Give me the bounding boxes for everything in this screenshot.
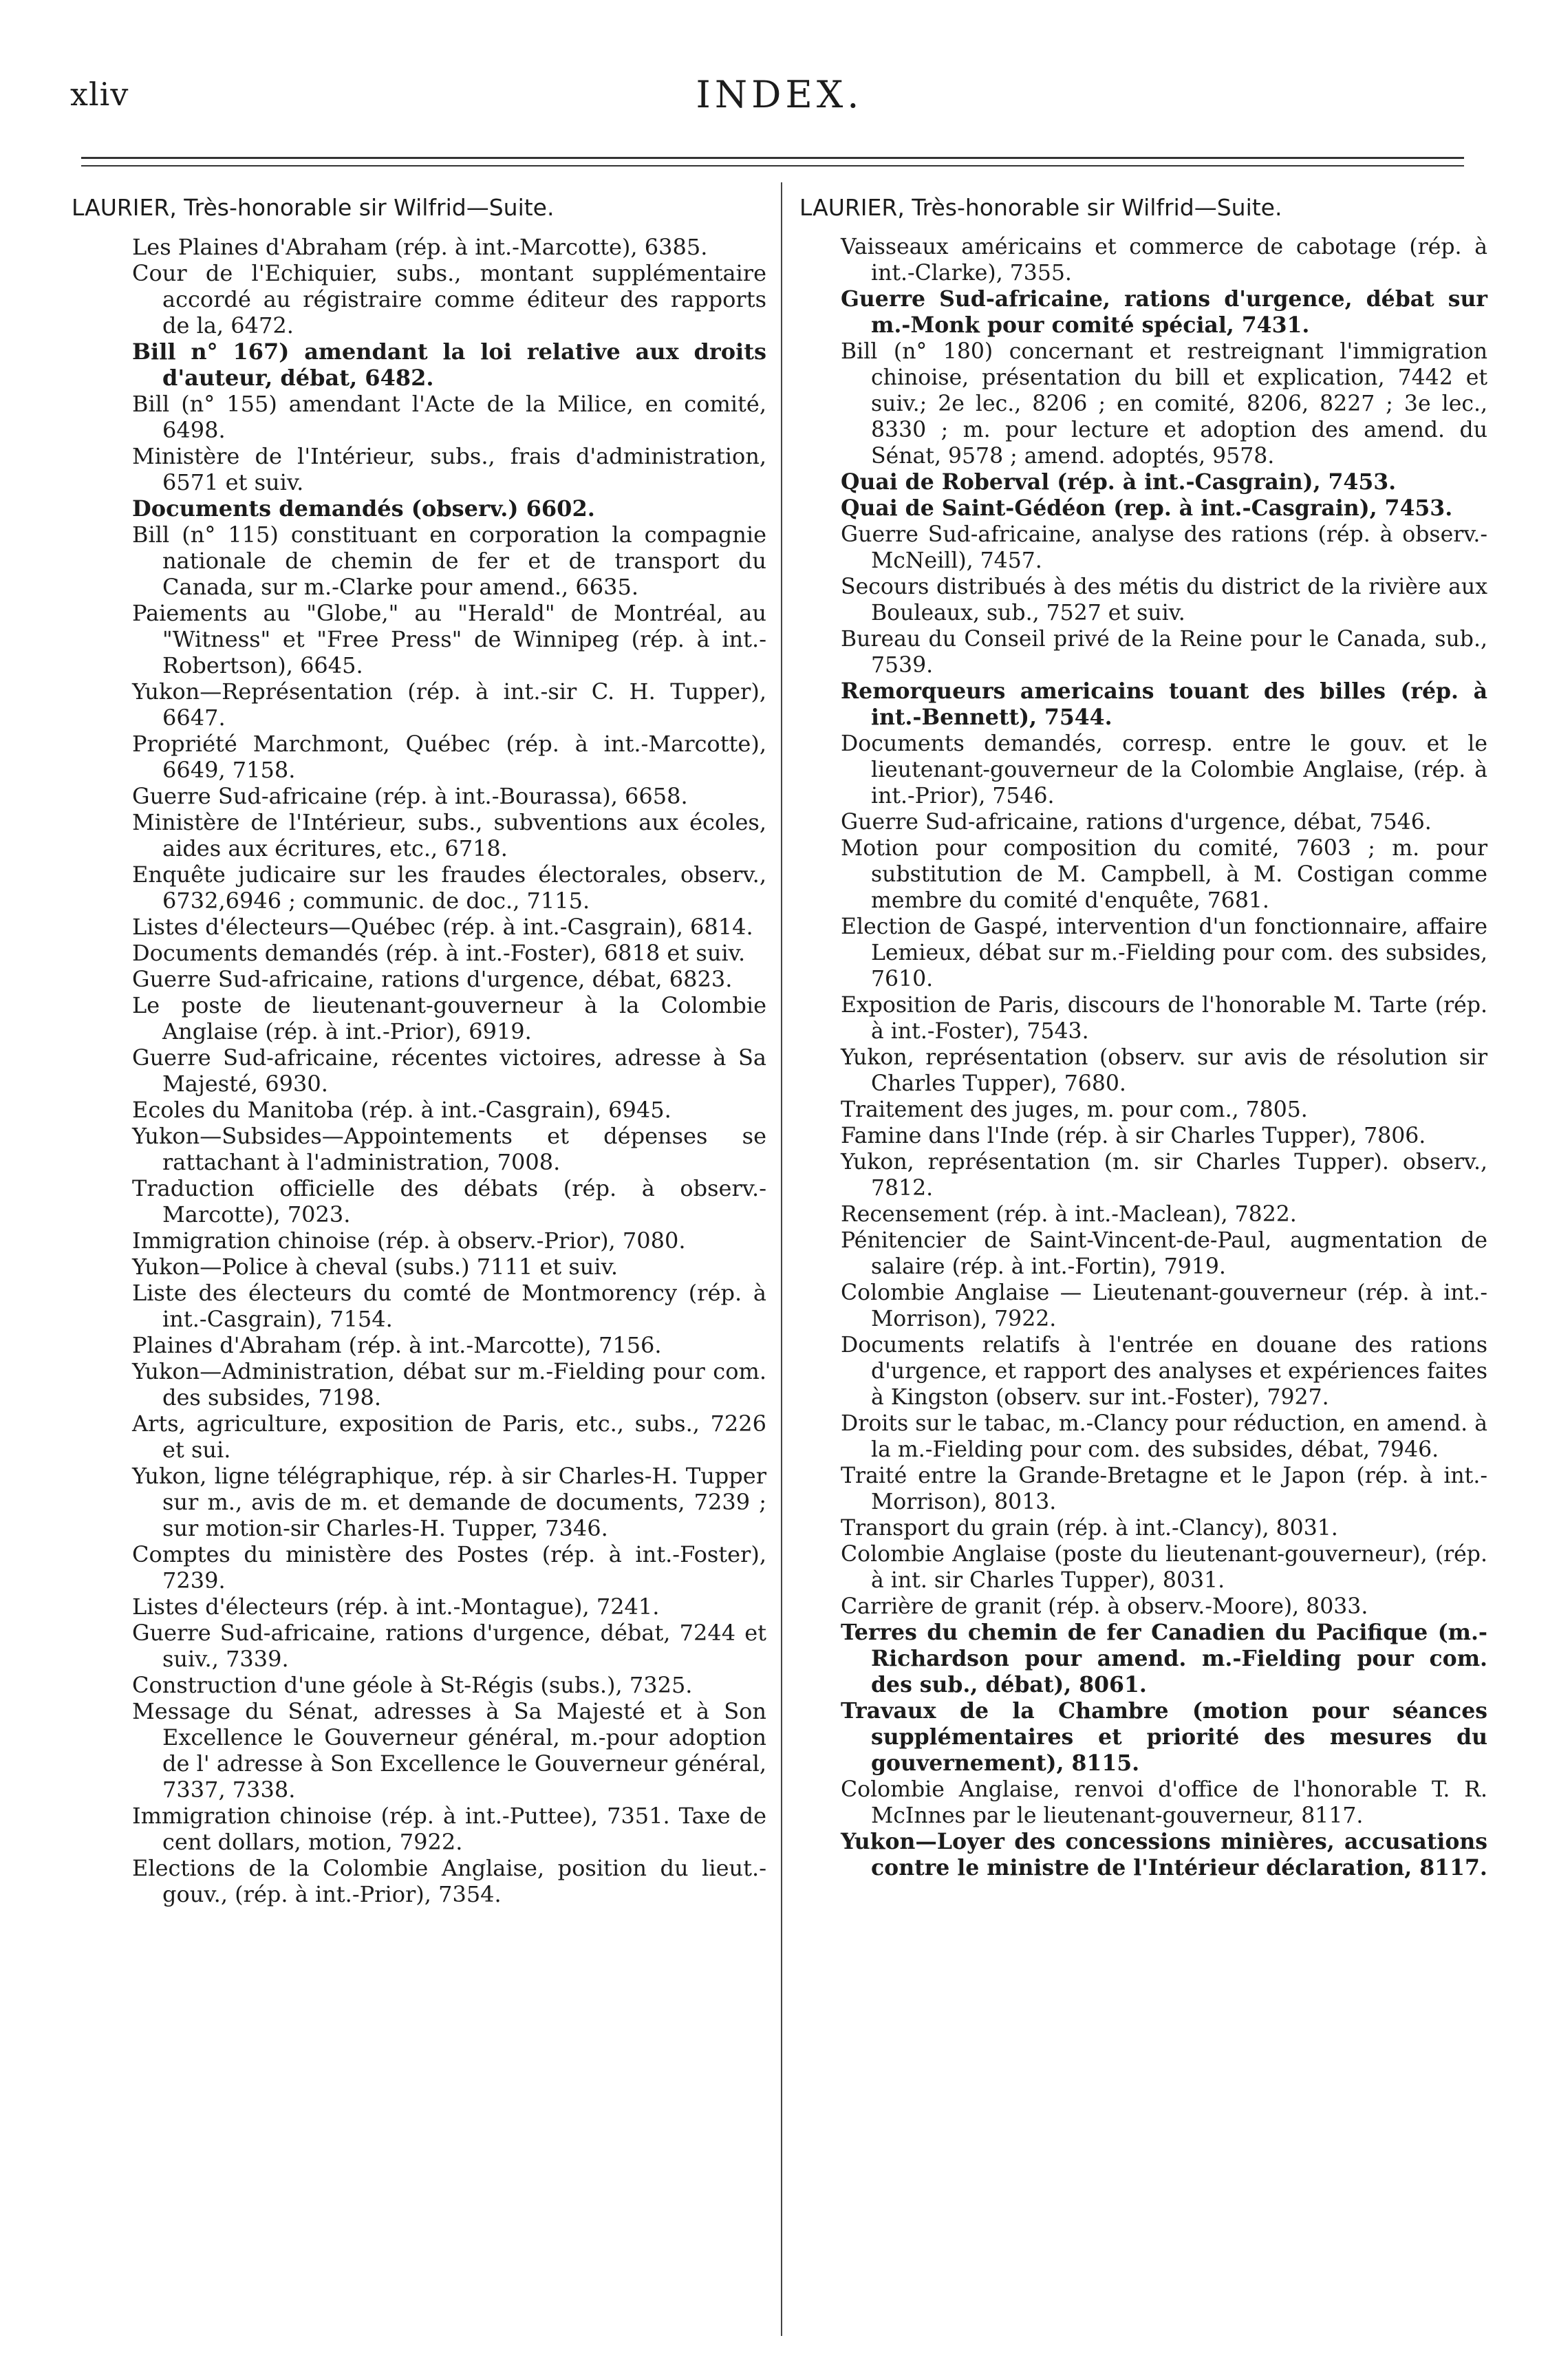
page-number: xliv [70, 76, 129, 113]
index-entry: Listes d'électeurs—Québec (rép. à int.-Casgrain), 6814. [132, 914, 753, 940]
index-entry: Immigration chinoise (rép. à int.-Puttee), 7351. Taxe de cent dollars, motion, 7922. [132, 1803, 766, 1855]
index-entry: Droits sur le tabac, m.-Clancy pour réduction, en amend. à la m.-Fielding pour com. des subsides, débat, 7946. [841, 1411, 1487, 1462]
index-entry: Yukon, ligne télégraphique, rép. à sir Charles-H. Tupper sur m., avis de m. et demande de documents, 7239 ; sur motion-sir Charles-H. Tupper, 7346. [132, 1463, 766, 1541]
index-entry: Colombie Anglaise, renvoi d'office de l'honorable T. R. McInnes par le lieutenant-gouverneur, 8117. [841, 1777, 1487, 1828]
index-entry: Quai de Roberval (rép. à int.-Casgrain), 7453. [841, 469, 1397, 495]
index-entry: Arts, agriculture, exposition de Paris, etc., subs., 7226 et sui. [132, 1411, 766, 1463]
index-entry: Traité entre la Grande-Bretagne et le Japon (rép. à int.-Morrison), 8013. [841, 1464, 1487, 1514]
index-entry: Enquête judicaire sur les fraudes électorales, observ., 6732,6946 ; communic. de doc., 7115. [132, 861, 766, 914]
index-entry: Les Plaines d'Abraham (rép. à int.-Marcotte), 6385. [132, 234, 708, 260]
index-entry: Propriété Marchmont, Québec (rép. à int.-Marcotte), 6649, 7158. [132, 731, 766, 783]
index-entry: Bill (n° 155) amendant l'Acte de la Milice, en comité, 6498. [132, 391, 766, 443]
index-entry: Yukon—Représentation (rép. à int.-sir C. H. Tupper), 6647. [132, 678, 766, 731]
index-entry: Guerre Sud-africaine, rations d'urgence, débat, 7546. [841, 810, 1432, 835]
index-entry: Documents relatifs à l'entrée en douane des rations d'urgence, et rapport des analyses et expériences faites à Kingston (observ. sur int.-Foster), 7927. [841, 1333, 1487, 1410]
index-entry: Documents demandés (rép. à int.-Foster), 6818 et suiv. [132, 940, 746, 966]
index-entry: Bureau du Conseil privé de la Reine pour le Canada, sub., 7539. [841, 627, 1487, 678]
index-entry: Yukon—Administration, débat sur m.-Fielding pour com. des subsides, 7198. [132, 1358, 766, 1411]
left-entry-list [132, 234, 766, 1907]
right-column-heading: LAURIER, Très-honorable sir Wilfrid—Suite. [799, 194, 1282, 221]
index-entry: Motion pour composition du comité, 7603 ; m. pour substitution de M. Campbell, à M. Costigan comme membre du comité d'enquête, 7681. [841, 836, 1487, 913]
index-entry: Pénitencier de Saint-Vincent-de-Paul, augmentation de salaire (rép. à int.-Fortin), 7919. [841, 1228, 1487, 1279]
index-entry: Election de Gaspé, intervention d'un fonctionnaire, affaire Lemieux, débat sur m.-Fielding pour com. des subsides, 7610. [841, 914, 1487, 991]
index-entry: Traduction officielle des débats (rép. à observ.-Marcotte), 7023. [132, 1175, 766, 1227]
index-entry: Bill (n° 115) constituant en corporation la compagnie nationale de chemin de fer et de transport du Canada, sur m.-Clarke pour amend., 6635. [132, 522, 766, 600]
index-entry: Liste des électeurs du comté de Montmorency (rép. à int.-Casgrain), 7154. [132, 1280, 766, 1332]
header-rule-thin [81, 165, 1464, 167]
index-entry: Recensement (rép. à int.-Maclean), 7822. [841, 1202, 1297, 1227]
index-entry: Famine dans l'Inde (rép. à sir Charles Tupper), 7806. [841, 1124, 1426, 1148]
index-entry: Elections de la Colombie Anglaise, position du lieut.-gouv., (rép. à int.-Prior), 7354. [132, 1855, 766, 1907]
index-entry: Yukon—Police à cheval (subs.) 7111 et suiv. [132, 1254, 619, 1280]
index-entry: Bill n° 167) amendant la loi relative aux droits d'auteur, débat, 6482. [132, 339, 766, 391]
index-entry: Le poste de lieutenant-gouverneur à la Colombie Anglaise (rép. à int.-Prior), 6919. [132, 992, 766, 1044]
index-entry: Listes d'électeurs (rép. à int.-Montague), 7241. [132, 1594, 660, 1620]
index-entry: Construction d'une géole à St-Régis (subs.), 7325. [132, 1672, 693, 1698]
index-entry: Yukon, représentation (observ. sur avis de résolution sir Charles Tupper), 7680. [841, 1045, 1487, 1096]
index-entry: Immigration chinoise (rép. à observ.-Prior), 7080. [132, 1227, 686, 1254]
index-entry: Yukon, représentation (m. sir Charles Tupper). observ., 7812. [841, 1150, 1487, 1201]
index-entry: Guerre Sud-africaine, rations d'urgence, débat sur m.-Monk pour comité spécial, 7431. [841, 286, 1487, 338]
index-entry: Secours distribués à des métis du district de la rivière aux Bouleaux, sub., 7527 et suiv. [841, 575, 1487, 625]
index-entry: Ecoles du Manitoba (rép. à int.-Casgrain), 6945. [132, 1097, 671, 1123]
index-entry: Ministère de l'Intérieur, subs., frais d'administration, 6571 et suiv. [132, 443, 766, 495]
index-entry: Exposition de Paris, discours de l'honorable M. Tarte (rép. à int.-Foster), 7543. [841, 993, 1487, 1044]
index-entry: Transport du grain (rép. à int.-Clancy), 8031. [841, 1516, 1338, 1541]
index-entry: Travaux de la Chambre (motion pour séances supplémentaires et priorité des mesures du gouvernement), 8115. [841, 1698, 1487, 1776]
index-entry: Message du Sénat, adresses à Sa Majesté et à Son Excellence le Gouverneur général, m.-pour adoption de l' adresse à Son Excellence le Gouverneur général, 7337, 7338. [132, 1698, 766, 1803]
header-rule [81, 157, 1464, 159]
index-entry: Quai de Saint-Gédéon (rep. à int.-Casgrain), 7453. [841, 495, 1453, 521]
index-entry: Cour de l'Echiquier, subs., montant supplémentaire accordé au régistraire comme éditeur des rapports de la, 6472. [132, 260, 766, 339]
index-entry: Yukon—Subsides—Appointements et dépenses se rattachant à l'administration, 7008. [132, 1123, 766, 1175]
right-column [799, 193, 1487, 1881]
index-entry: Guerre Sud-africaine, rations d'urgence, débat, 6823. [132, 966, 733, 992]
right-entry-list [841, 234, 1487, 1881]
running-head: INDEX. [696, 73, 863, 116]
index-entry: Guerre Sud-africaine, récentes victoires, adresse à Sa Majesté, 6930. [132, 1044, 766, 1097]
index-entry: Colombie Anglaise — Lieutenant-gouverneur (rép. à int.-Morrison), 7922. [841, 1280, 1487, 1331]
index-entry: Carrière de granit (rép. à observ.-Moore), 8033. [841, 1594, 1368, 1619]
index-entry: Documents demandés, corresp. entre le gouv. et le lieutenant-gouverneur de la Colombie Anglaise, (rép. à int.-Prior), 7546. [841, 731, 1487, 808]
index-entry: Guerre Sud-africaine, analyse des rations (rép. à observ.-McNeill), 7457. [841, 522, 1487, 573]
index-entry: Vaisseaux américains et commerce de cabotage (rép. à int.-Clarke), 7355. [841, 235, 1487, 286]
index-entry: Traitement des juges, m. pour com., 7805. [841, 1097, 1308, 1122]
index-entry: Guerre Sud-africaine, rations d'urgence, débat, 7244 et suiv., 7339. [132, 1620, 766, 1672]
index-entry: Bill (n° 180) concernant et restreignant l'immigration chinoise, présentation du bill et explication, 7442 et suiv.; 2e lec., 8206 ; en comité, 8206, 8227 ; 3e lec., 8330 ; m. pour lecture et adoption des amend. du Sénat, 9578 ; amend. adoptés, 9578. [841, 339, 1487, 469]
index-entry: Paiements au "Globe," au "Herald" de Montréal, au "Witness" et "Free Press" de Winnipeg (rép. à int.-Robertson), 6645. [132, 600, 766, 678]
index-entry: Plaines d'Abraham (rép. à int.-Marcotte), 7156. [132, 1332, 662, 1358]
left-column-heading: LAURIER, Très-honorable sir Wilfrid—Suite. [72, 194, 555, 221]
index-entry: Documents demandés (observ.) 6602. [132, 495, 595, 522]
index-entry: Remorqueurs americains touant des billes (rép. à int.-Bennett), 7544. [841, 678, 1487, 730]
index-entry: Yukon—Loyer des concessions minières, accusations contre le ministre de l'Intérieur déclaration, 8117. [841, 1829, 1487, 1880]
index-entry: Guerre Sud-africaine (rép. à int.-Bourassa), 6658. [132, 783, 688, 809]
column-divider [781, 182, 782, 2336]
index-entry: Ministère de l'Intérieur, subs., subventions aux écoles, aides aux écritures, etc., 6718. [132, 809, 766, 861]
index-entry: Comptes du ministère des Postes (rép. à int.-Foster), 7239. [132, 1541, 766, 1594]
index-entry: Terres du chemin de fer Canadien du Pacifique (m.-Richardson pour amend. m.-Fielding pour com. des sub., débat), 8061. [841, 1620, 1487, 1697]
index-entry: Colombie Anglaise (poste du lieutenant-gouverneur), (rép. à int. sir Charles Tupper), 8031. [841, 1542, 1487, 1593]
left-column [72, 193, 766, 1907]
